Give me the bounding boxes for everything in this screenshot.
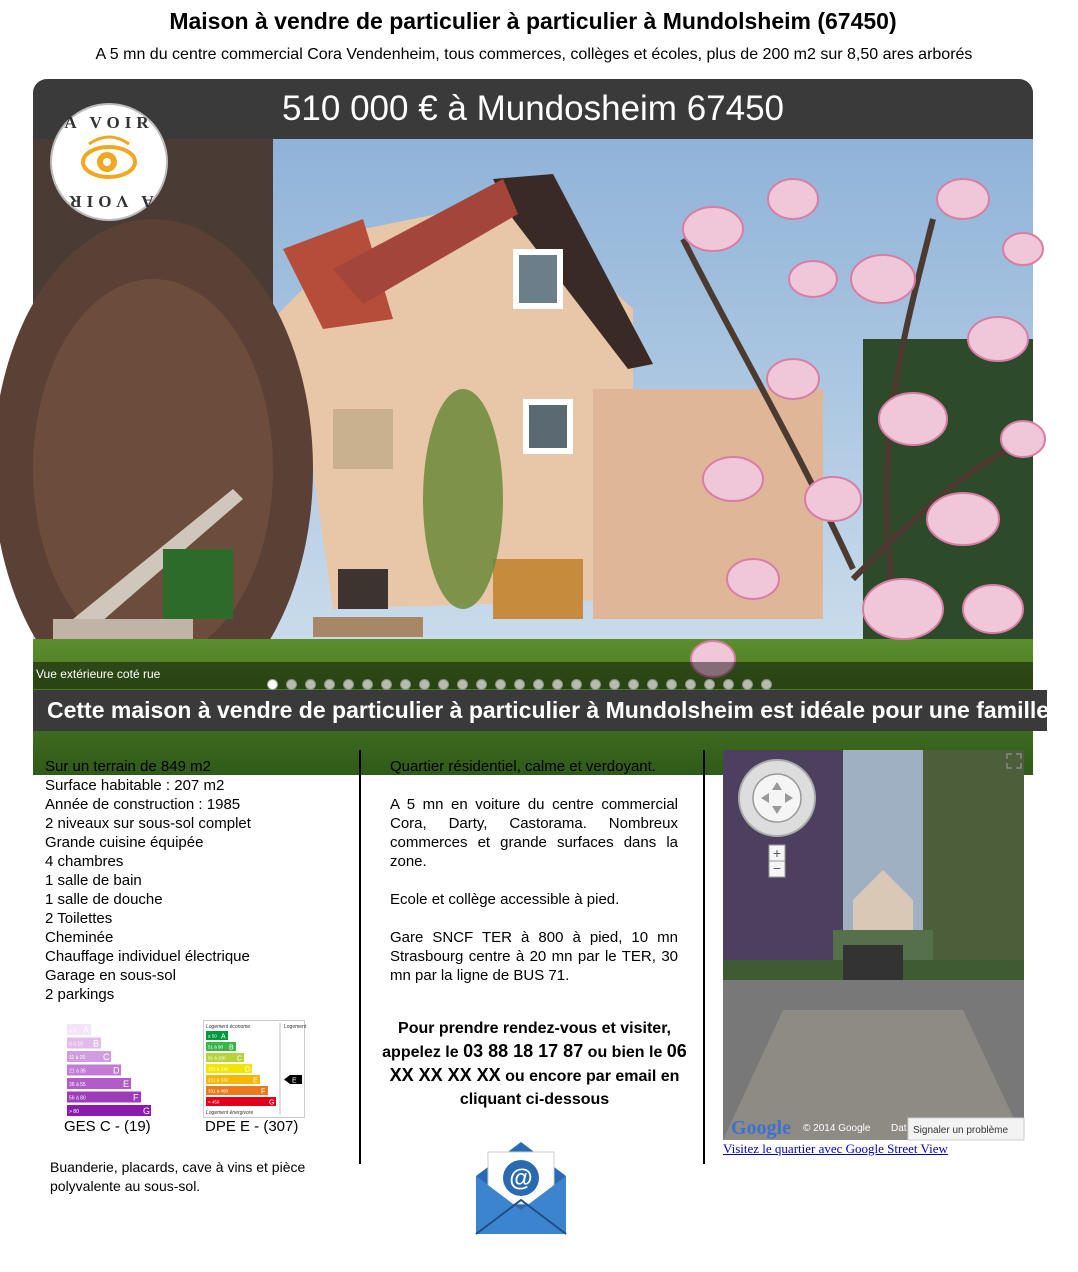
a-voir-logo xyxy=(49,102,169,222)
feature-item: 4 chambres xyxy=(45,853,124,870)
location-description xyxy=(390,757,678,1004)
dpe-letter: G xyxy=(269,1099,275,1107)
logo-text-top: A VOIR xyxy=(64,113,154,132)
location-p3: Ecole et collège accessible à pied. xyxy=(390,891,620,908)
slide-dot[interactable] xyxy=(533,679,544,690)
slide-dot[interactable] xyxy=(305,679,316,690)
slide-dot[interactable] xyxy=(438,679,449,690)
google-logo: Google xyxy=(731,1117,791,1139)
contact-line2: ou bien le xyxy=(587,1044,663,1061)
street-view-embed[interactable] xyxy=(723,750,1024,1140)
ges-range: > 80 xyxy=(69,1109,79,1115)
feature-item: 2 niveaux sur sous-sol complet xyxy=(45,815,251,832)
column-divider xyxy=(359,750,361,1164)
annex-text: Buanderie, placards, cave à vins et pièce polyvalente au sous-sol. xyxy=(50,1159,306,1194)
slide-dot[interactable] xyxy=(324,679,335,690)
contact-line3: ou encore par email en cliquant ci-dessous xyxy=(459,1068,680,1108)
phone-number-1[interactable]: 03 88 18 17 87 xyxy=(463,1041,584,1061)
slide-dot[interactable] xyxy=(495,679,506,690)
ges-range: 6 à 10 xyxy=(69,1041,83,1048)
location-p2: A 5 mn en voiture du centre commercial Cora, Darty, Castorama. Nombreux commerces et grande surfaces dans la zone. xyxy=(390,796,678,870)
slide-dot[interactable] xyxy=(723,679,734,690)
contact-info xyxy=(382,1017,687,1111)
dpe-letter: E xyxy=(253,1077,258,1085)
photo-slideshow xyxy=(33,79,1050,731)
feature-item: Surface habitable : 207 m2 xyxy=(45,777,225,794)
expand-icon[interactable] xyxy=(1006,753,1022,769)
slide-dot[interactable] xyxy=(666,679,677,690)
dpe-range: 331 à 450 xyxy=(208,1088,229,1094)
ges-letter: E xyxy=(123,1079,130,1089)
ges-letter: A xyxy=(83,1025,90,1035)
logo-text-bottom: A VOIR xyxy=(64,192,154,211)
dpe-letter: B xyxy=(229,1044,234,1052)
phone-number-2[interactable]: 06 XX XX XX XX xyxy=(389,1041,687,1085)
dpe-label: DPE E - (307) xyxy=(205,1118,299,1135)
slide-dot[interactable] xyxy=(571,679,582,690)
slide-dot[interactable] xyxy=(685,679,696,690)
photo-caption: Vue extérieure coté rue xyxy=(36,667,161,681)
slide-dot[interactable] xyxy=(514,679,525,690)
dpe-letter: D xyxy=(245,1066,251,1074)
ges-label: GES C - (19) xyxy=(64,1118,151,1135)
slide-dot[interactable] xyxy=(457,679,468,690)
slide-dot[interactable] xyxy=(343,679,354,690)
slide-dot[interactable] xyxy=(609,679,620,690)
report-problem-label: Signaler un problème xyxy=(913,1125,1009,1136)
slide-dot[interactable] xyxy=(381,679,392,690)
dpe-range: > 450 xyxy=(208,1099,220,1105)
slide-dot[interactable] xyxy=(267,679,278,690)
slide-dot[interactable] xyxy=(590,679,601,690)
features-list xyxy=(45,757,251,1004)
contact-line1: Pour prendre rendez-vous et visiter, appelez le xyxy=(382,1020,671,1061)
street-view-link[interactable]: Visitez le quartier avec Google Street View xyxy=(723,1141,948,1156)
data-label: Dat xyxy=(891,1123,907,1134)
feature-item: Sur un terrain de 849 m2 xyxy=(45,758,211,775)
page-title: Maison à vendre de particulier à particulier à Mundolsheim (67450) xyxy=(169,8,897,34)
hero-tagline: Cette maison à vendre de particulier à particulier à Mundolsheim est idéale pour une famille xyxy=(33,690,1047,731)
location-p1: Quartier résidentiel, calme et verdoyant. xyxy=(390,758,656,775)
ges-range: 11 à 20 xyxy=(69,1055,86,1061)
ges-bar xyxy=(67,1105,151,1116)
dpe-range: 51 à 90 xyxy=(208,1044,224,1050)
slide-dot[interactable] xyxy=(400,679,411,690)
slide-dot[interactable] xyxy=(628,679,639,690)
slide-dot[interactable] xyxy=(476,679,487,690)
dpe-letter: C xyxy=(237,1055,243,1063)
dpe-chart xyxy=(203,1020,305,1118)
page-subtitle: A 5 mn du centre commercial Cora Vendenheim, tous commerces, collèges et écoles, plus de 200 m2 sur 8,50 ares arborés xyxy=(95,46,973,63)
ges-range: 36 à 55 xyxy=(69,1082,86,1088)
streetview-copyright: © 2014 Google xyxy=(803,1123,871,1134)
ges-letter: D xyxy=(113,1065,120,1076)
feature-item: 1 salle de bain xyxy=(45,872,142,889)
slide-dot[interactable] xyxy=(419,679,430,690)
feature-item: Grande cuisine équipée xyxy=(45,834,204,851)
dpe-marker-letter: E xyxy=(292,1077,297,1085)
feature-item: Garage en sous-sol xyxy=(45,967,176,984)
ges-letter: G xyxy=(143,1106,151,1116)
email-icon[interactable] xyxy=(472,1138,570,1238)
slide-dot[interactable] xyxy=(362,679,373,690)
slide-dot[interactable] xyxy=(286,679,297,690)
slide-dot[interactable] xyxy=(647,679,658,690)
dpe-range: 151 à 230 xyxy=(208,1066,229,1072)
ges-range: ≤ 5 xyxy=(69,1028,76,1034)
ges-letter: C xyxy=(103,1052,110,1062)
feature-item: Chauffage individuel électrique xyxy=(45,948,250,965)
dpe-range: 91 à 150 xyxy=(208,1055,226,1061)
svg-text:+: + xyxy=(772,845,782,861)
price-heading: 510 000 € à Mundosheim 67450 xyxy=(281,89,785,128)
slide-dot[interactable] xyxy=(552,679,563,690)
dpe-range: ≤ 50 xyxy=(208,1033,217,1039)
ges-chart xyxy=(65,1020,157,1118)
dpe-letter: F xyxy=(261,1088,266,1096)
column-divider xyxy=(703,750,705,1164)
dpe-header-right: Logement xyxy=(284,1024,307,1030)
feature-item: Cheminée xyxy=(45,929,114,946)
feature-item: 2 parkings xyxy=(45,986,115,1003)
ges-range: 21 à 35 xyxy=(69,1068,86,1075)
slide-dot[interactable] xyxy=(742,679,753,690)
dpe-header: Logement économe xyxy=(206,1024,251,1030)
svg-text:@: @ xyxy=(509,1165,533,1192)
dpe-range: 231 à 330 xyxy=(208,1077,229,1083)
svg-text:−: − xyxy=(772,860,782,876)
feature-item: 1 salle de douche xyxy=(45,891,163,908)
slide-dot[interactable] xyxy=(761,679,772,690)
dpe-footer: Logement énergivore xyxy=(206,1110,254,1116)
dpe-letter: A xyxy=(221,1033,226,1041)
location-p4: Gare SNCF TER à 800 à pied, 10 mn Strasbourg centre à 20 mn par le TER, 30 mn par la ligne de BUS 71. xyxy=(390,929,678,984)
slide-dot[interactable] xyxy=(704,679,715,690)
ges-range: 56 à 80 xyxy=(69,1095,86,1102)
feature-item: 2 Toilettes xyxy=(45,910,113,927)
ges-letter: B xyxy=(93,1038,100,1049)
feature-item: Année de construction : 1985 xyxy=(45,796,241,813)
ges-letter: F xyxy=(133,1092,139,1103)
